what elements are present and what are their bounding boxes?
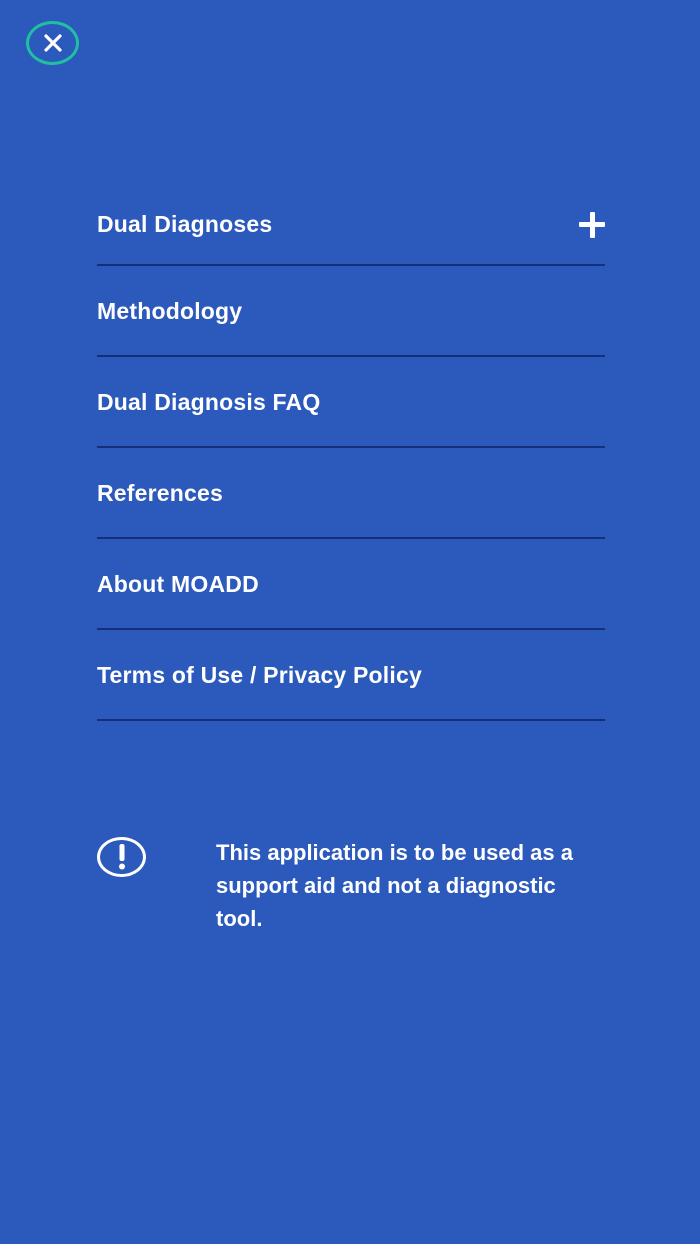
nav-menu	[97, 183, 605, 721]
close-button[interactable]	[26, 21, 79, 65]
menu-item-terms-privacy[interactable]	[97, 630, 605, 721]
menu-item-label: Terms of Use / Privacy Policy	[97, 662, 422, 688]
menu-item-label: Dual Diagnosis FAQ	[97, 389, 321, 415]
menu-item-label: Dual Diagnoses	[97, 211, 273, 237]
menu-item-label: References	[97, 480, 224, 506]
menu-item-about-moadd[interactable]	[97, 539, 605, 630]
plus-icon[interactable]	[579, 212, 605, 238]
menu-item-dual-diagnoses[interactable]	[97, 183, 605, 266]
menu-item-references[interactable]	[97, 448, 605, 539]
menu-item-methodology[interactable]	[97, 266, 605, 357]
close-icon	[43, 33, 63, 53]
menu-item-label: About MOADD	[97, 571, 259, 597]
menu-item-dual-diagnosis-faq[interactable]	[97, 357, 605, 448]
menu-item-label: Methodology	[97, 298, 243, 324]
disclaimer-text: This application is to be used as a support aid and not a diagnostic tool.	[216, 840, 573, 931]
exclamation-circle-icon	[97, 837, 146, 877]
